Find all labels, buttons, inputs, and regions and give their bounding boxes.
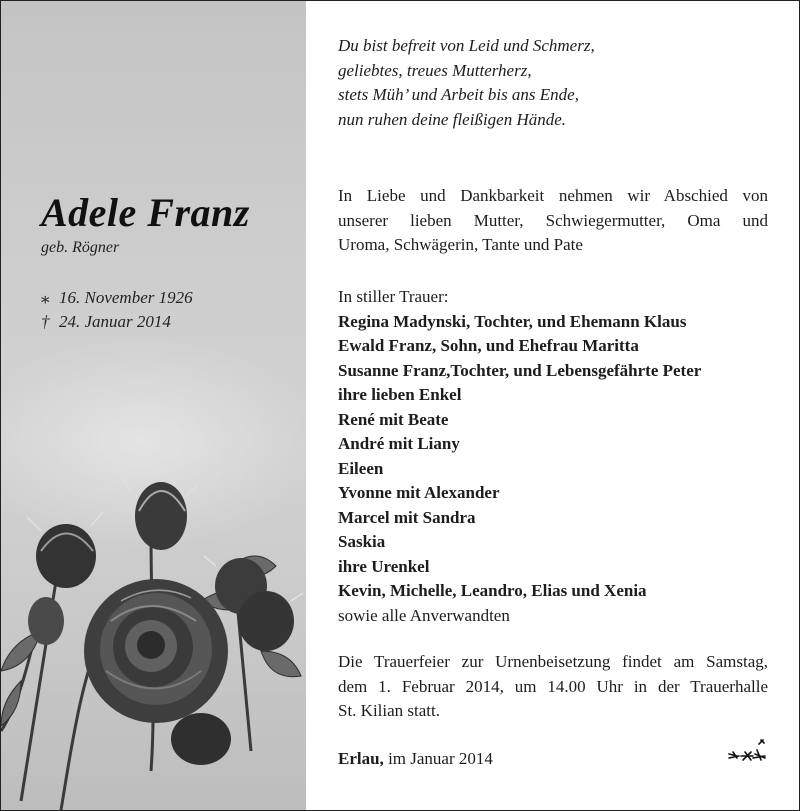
place-and-date xyxy=(338,747,493,772)
service-line: Die Trauerfeier zur Urnenbeisetzung findet am Samstag, xyxy=(338,652,768,671)
intro-line: In Liebe und Dankbarkeit nehmen wir Abschied von xyxy=(338,186,768,205)
intro-line: Uroma, Schwägerin, Tante und Pate xyxy=(338,235,583,254)
intro-line: unserer lieben Mutter, Schwiegermutter, Oma und xyxy=(338,210,768,230)
mourner-line: ihre lieben Enkel xyxy=(338,385,462,404)
mourners-heading: In stiller Trauer: xyxy=(338,287,449,306)
asterisk-icon: ⁎ xyxy=(41,288,50,307)
verse xyxy=(338,34,595,132)
funeral-home-emblem-icon xyxy=(723,736,771,768)
rose-photo-panel xyxy=(1,1,306,810)
deceased-name: Adele Franz xyxy=(41,190,250,235)
birth-date: 16. November 1926 xyxy=(59,288,193,307)
mourner-line: Ewald Franz, Sohn, und Ehefrau Maritta xyxy=(338,336,639,355)
mourner-line: René mit Beate xyxy=(338,409,449,429)
verse-line: nun ruhen deine fleißigen Hände. xyxy=(338,109,567,129)
mourner-line: Eileen xyxy=(338,458,384,478)
mourner-line: Yvonne mit Alexander xyxy=(338,483,500,502)
service-line: dem 1. Februar 2014, um 14.00 Uhr in der Trauerhalle xyxy=(338,676,768,696)
verse-line: Du bist befreit von Leid und Schmerz, xyxy=(338,36,595,55)
roses-image xyxy=(1,471,306,810)
place: Erlau, xyxy=(338,749,384,768)
funeral-service-info xyxy=(338,650,768,724)
death-date: 24. Januar 2014 xyxy=(59,312,171,331)
mourner-line: Susanne Franz,Tochter, und Lebensgefährte Peter xyxy=(338,360,702,380)
mourner-line: ihre Urenkel xyxy=(338,556,430,576)
death-date-line xyxy=(41,310,193,334)
life-dates xyxy=(41,286,193,334)
date: im Januar 2014 xyxy=(383,749,493,768)
mourner-line: Saskia xyxy=(338,532,386,551)
cross-icon: † xyxy=(41,312,50,331)
verse-line: stets Müh’ und Arbeit bis ans Ende, xyxy=(338,85,579,104)
service-line: St. Kilian statt. xyxy=(338,701,440,720)
mourner-line: Kevin, Michelle, Leandro, Elias und Xenia xyxy=(338,581,647,600)
mourner-line: sowie alle Anverwandten xyxy=(338,605,510,625)
mourner-line: Regina Madynski, Tochter, und Ehemann Klaus xyxy=(338,311,687,331)
birth-name: geb. Rögner xyxy=(41,239,120,256)
mourners-list xyxy=(338,285,701,628)
verse-line: geliebtes, treues Mutterherz, xyxy=(338,60,532,80)
mourner-line: Marcel mit Sandra xyxy=(338,507,476,527)
farewell-intro xyxy=(338,184,768,258)
mourner-line: André mit Liany xyxy=(338,434,460,453)
birth-date-line xyxy=(41,286,193,310)
